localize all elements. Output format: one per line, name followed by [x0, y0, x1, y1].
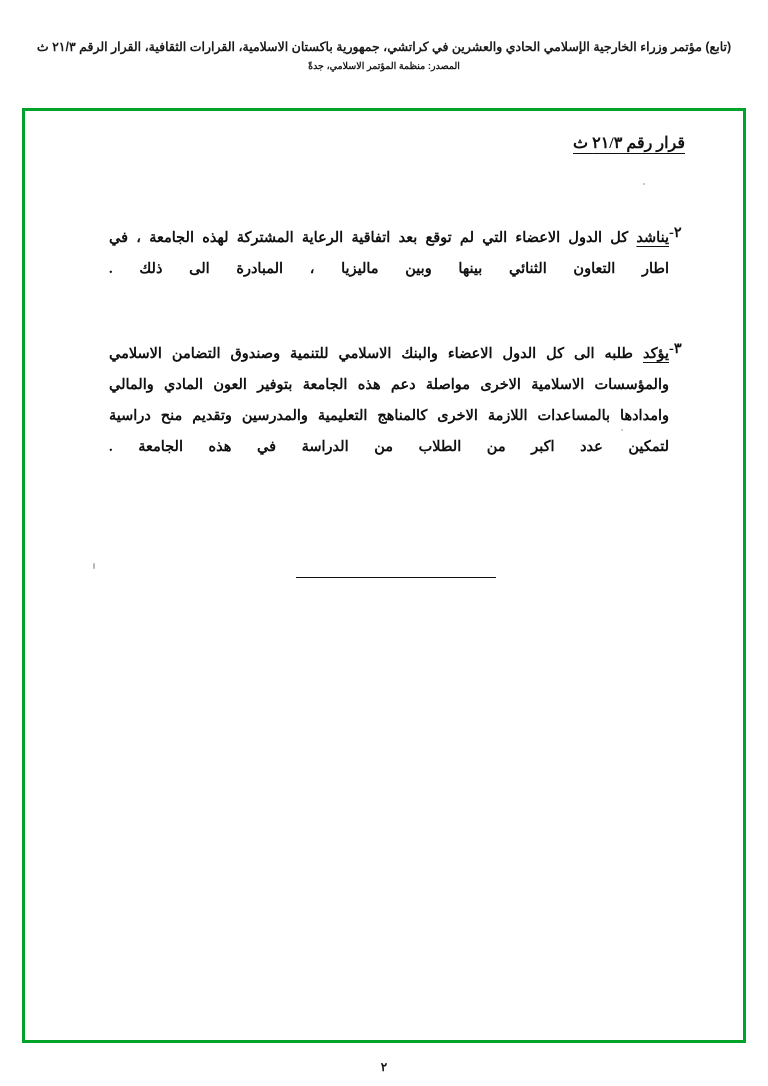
- document-frame: [22, 108, 746, 1043]
- clause-number: ٢-: [669, 225, 682, 241]
- clause-lead-word: يناشد: [636, 230, 670, 246]
- clause-item: [103, 339, 703, 463]
- clause-text: [109, 223, 669, 285]
- scan-speck: [621, 429, 623, 431]
- clause-number: ٣-: [669, 341, 682, 357]
- clause-lead-word: يؤكد: [642, 346, 670, 362]
- header-title-line: (تابع) مؤتمر وزراء الخارجية الإسلامي الحادي والعشرين في كراتشي، جمهورية باكستان الاسلامية، القرارات الثقافية، القرار الرقم ٢١/٣ ث: [36, 40, 732, 54]
- page-title: قرار رقم ٢١/٣ ث: [573, 135, 685, 152]
- clause-body-text: طلبه الى كل الدول الاعضاء والبنك الاسلامي للتنمية وصندوق التضامن الاسلامي والمؤسسات الاسلامية الاخرى مواصلة دعم هذه الجامعة بتوفير العون المادي والمالي وامدادها بالمساعدات اللازمة الاخرى كالمناهج التعليمية والمدرسين وتقديم منح دراسية لتمكين عدد اكبر من الطلاب من الدراسة في هذه الجامعة .: [109, 346, 669, 455]
- header-source-line: المصدر: منظمة المؤتمر الاسلامي، جدةً: [308, 61, 460, 72]
- page-header: [0, 38, 768, 75]
- horizontal-rule-divider: [296, 577, 496, 578]
- scan-speck: [643, 183, 645, 185]
- page-number: ٢: [380, 1060, 388, 1074]
- clause-item: [103, 223, 703, 285]
- clause-text: [109, 339, 669, 463]
- clause-body-text: كل الدول الاعضاء التي لم توقع بعد اتفاقية الرعاية المشتركة لهذه الجامعة ، في اطار التعاون الثنائي بينها وبين ماليزيا ، المبادرة الى ذلك .: [109, 230, 669, 277]
- document-body: [25, 111, 743, 1040]
- scan-speck: [93, 563, 95, 569]
